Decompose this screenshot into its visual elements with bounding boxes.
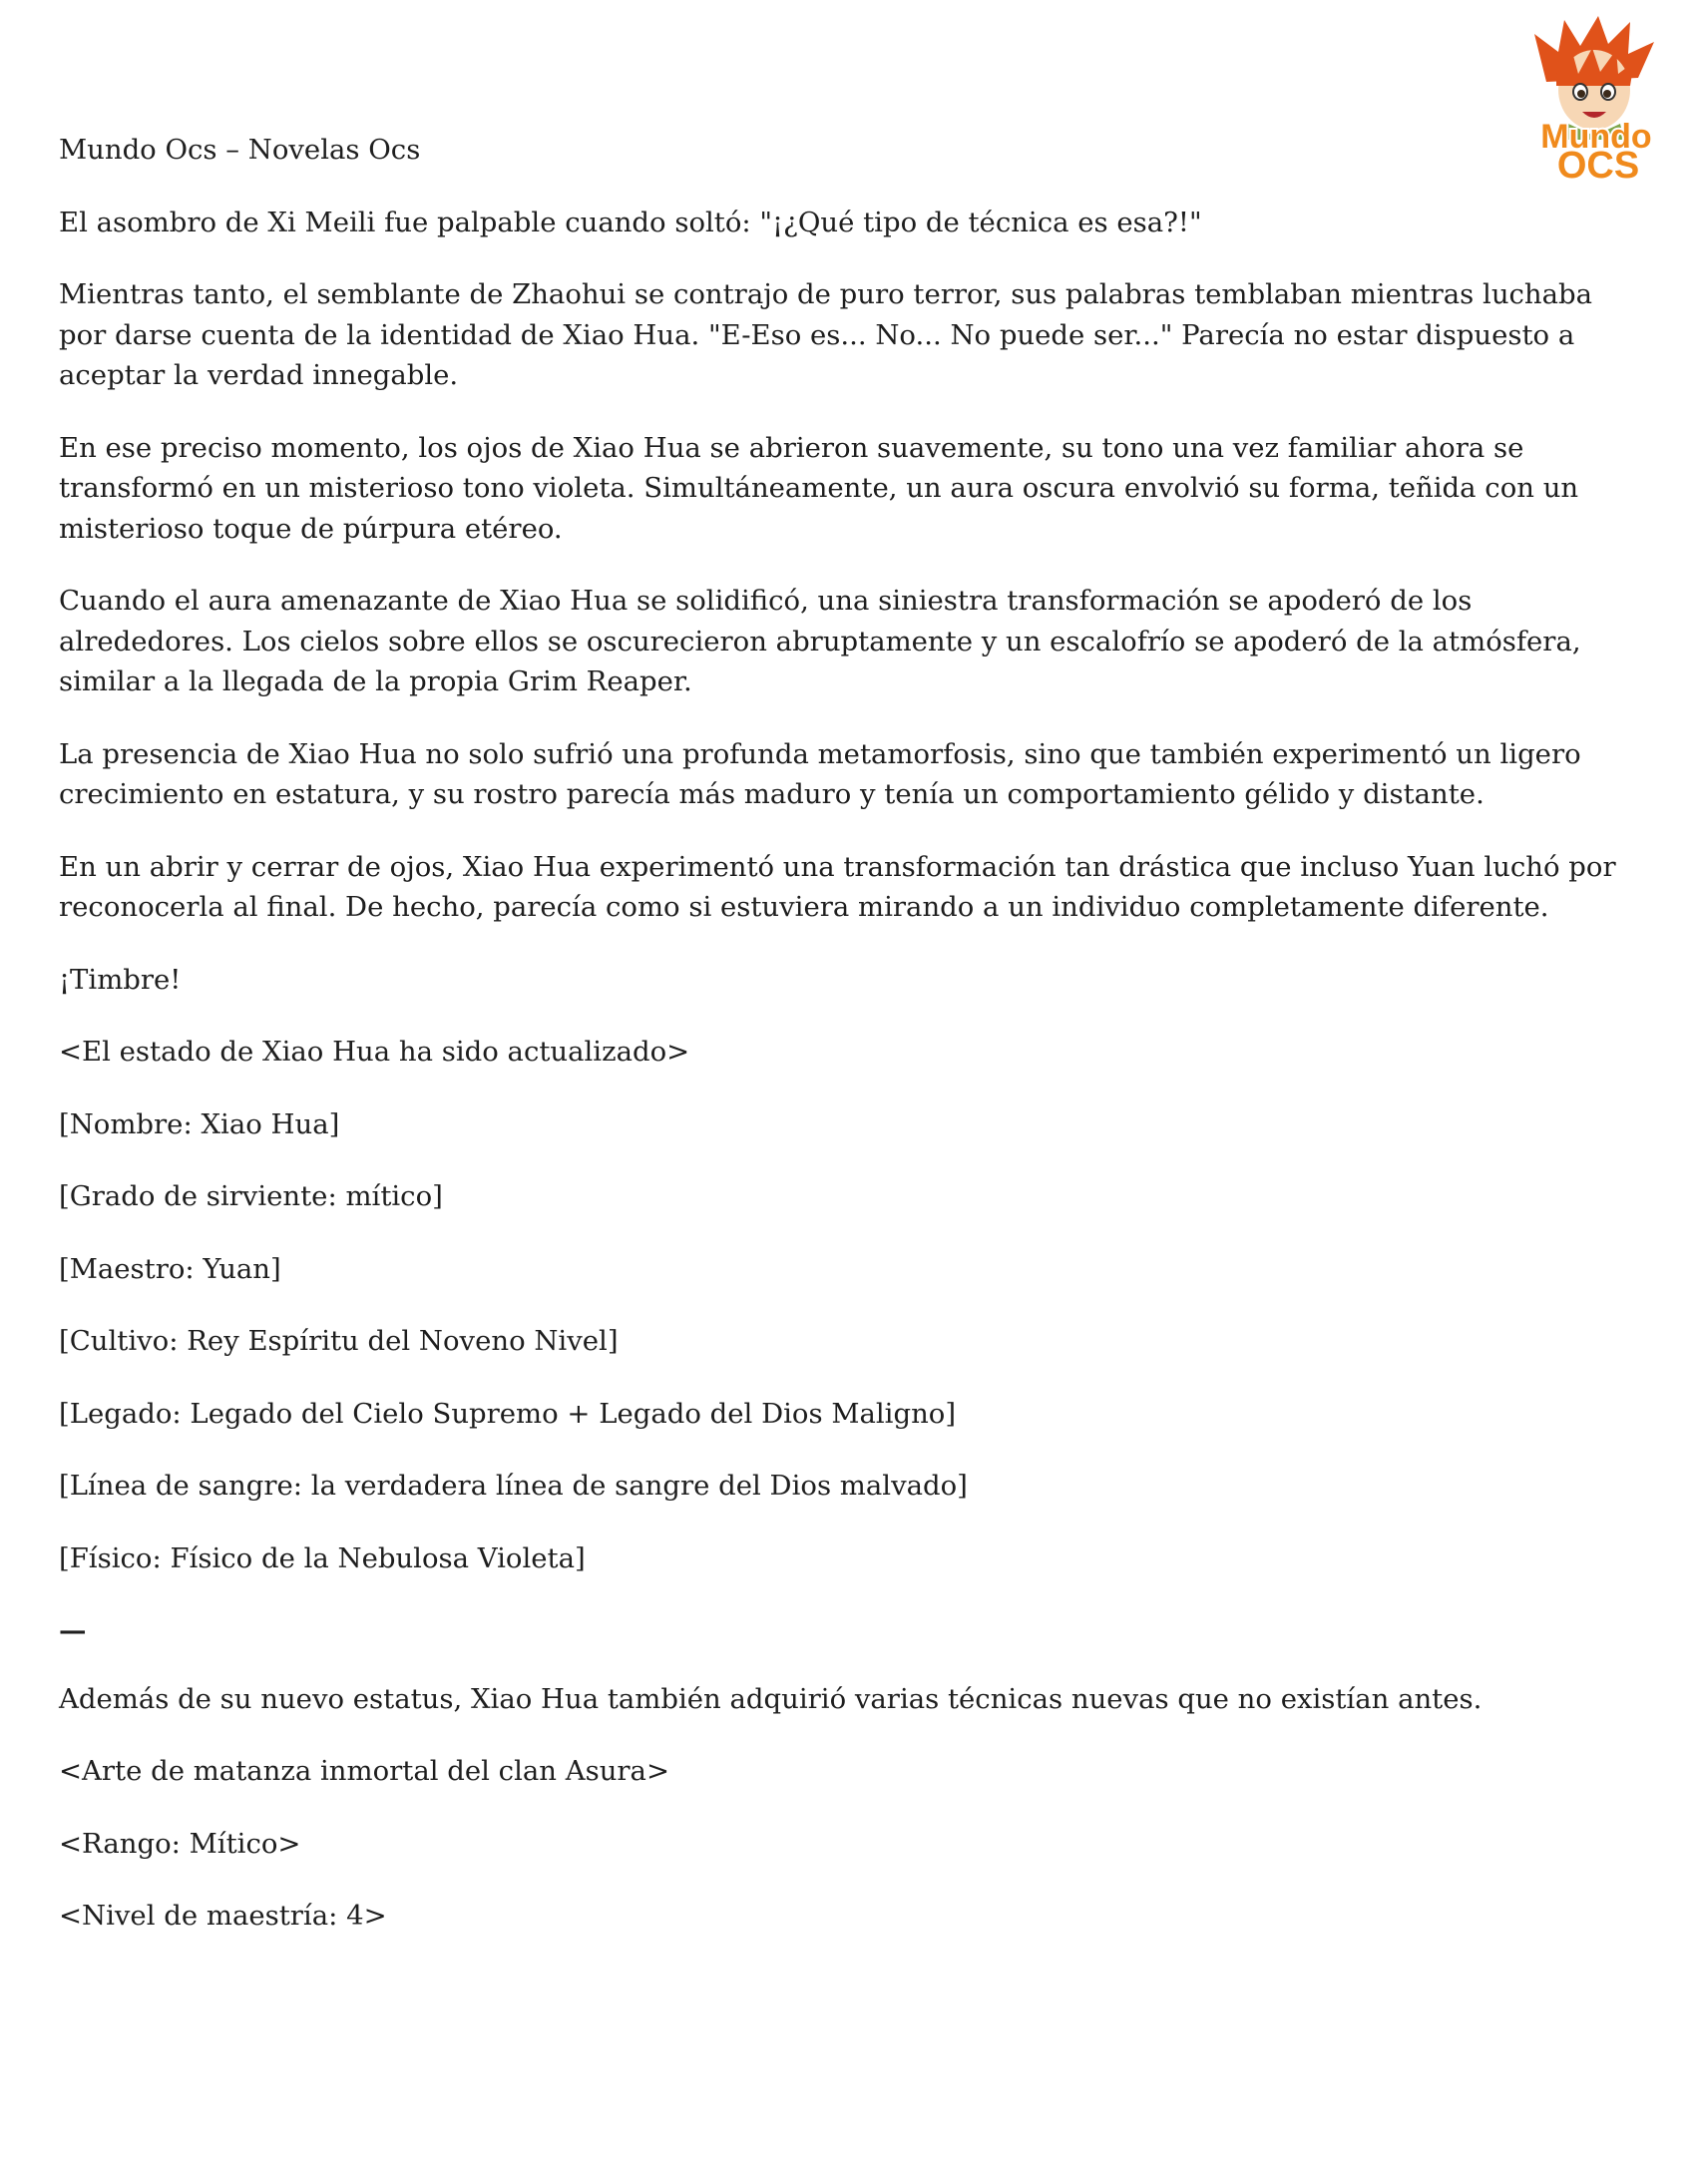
status-line: [Físico: Físico de la Nebulosa Violeta] [59, 1541, 586, 1574]
paragraph: Cuando el aura amenazante de Xiao Hua se solidificó, una siniestra transformación se apoderó de los alrededores. Los cielos sobre ellos se oscurecieron abruptamente y un escalofrío se apoderó de la atmósfera, similar a la llegada de la propia Grim Reaper. [59, 585, 1581, 697]
paragraph: Mientras tanto, el semblante de Zhaohui se contrajo de puro terror, sus palabras temblaban mientras luchaba por darse cuenta de la identidad de Xiao Hua. "E-Eso es... No... No puede ser..." Parecía no estar dispuesto a aceptar la verdad innegable. [59, 278, 1593, 391]
svg-text:OCS: OCS [1556, 145, 1640, 184]
paragraph: En ese preciso momento, los ojos de Xiao Hua se abrieron suavemente, su tono una vez familiar ahora se transformó en un misterioso tono violeta. Simultáneamente, un aura oscura envolvió su forma, teñida con un misterioso toque de púrpura etéreo. [59, 431, 1579, 545]
paragraph: Además de su nuevo estatus, Xiao Hua también adquirió varias técnicas nuevas que no existían antes. [59, 1682, 1483, 1715]
technique-line: <Arte de matanza inmortal del clan Asura> [59, 1755, 669, 1787]
status-line: [Nombre: Xiao Hua] [59, 1107, 340, 1140]
status-line: <El estado de Xiao Hua ha sido actualizado> [59, 1036, 690, 1068]
svg-text:Mundo: Mundo [1540, 118, 1652, 156]
status-line: [Legado: Legado del Cielo Supremo + Legado del Dios Maligno] [59, 1397, 957, 1430]
technique-line: <Rango: Mítico> [59, 1827, 301, 1860]
status-line: [Línea de sangre: la verdadera línea de sangre del Dios malvado] [59, 1470, 968, 1502]
document-body [59, 130, 1645, 1968]
site-header: Mundo Ocs – Novelas Ocs [59, 134, 421, 166]
status-line: [Maestro: Yuan] [59, 1252, 281, 1285]
status-line: [Cultivo: Rey Espíritu del Noveno Nivel] [59, 1325, 619, 1357]
status-line: [Grado de sirviente: mítico] [59, 1180, 443, 1212]
technique-line: <Nivel de maestría: 4> [59, 1900, 387, 1932]
paragraph: En un abrir y cerrar de ojos, Xiao Hua experimentó una transformación tan drástica que incluso Yuan luchó por reconocerla al final. De hecho, parecía como si estuviera mirando a un individuo completamente diferente. [59, 850, 1616, 923]
paragraph: La presencia de Xiao Hua no solo sufrió una profunda metamorfosis, sino que también experimentó un ligero crecimiento en estatura, y su rostro parecía más maduro y tenía un comportamiento gélido y distante. [59, 737, 1581, 810]
paragraph: El asombro de Xi Meili fue palpable cuando soltó: "¡¿Qué tipo de técnica es esa?!" [59, 206, 1202, 238]
separator: — [59, 1614, 87, 1646]
paragraph: ¡Timbre! [59, 963, 182, 996]
